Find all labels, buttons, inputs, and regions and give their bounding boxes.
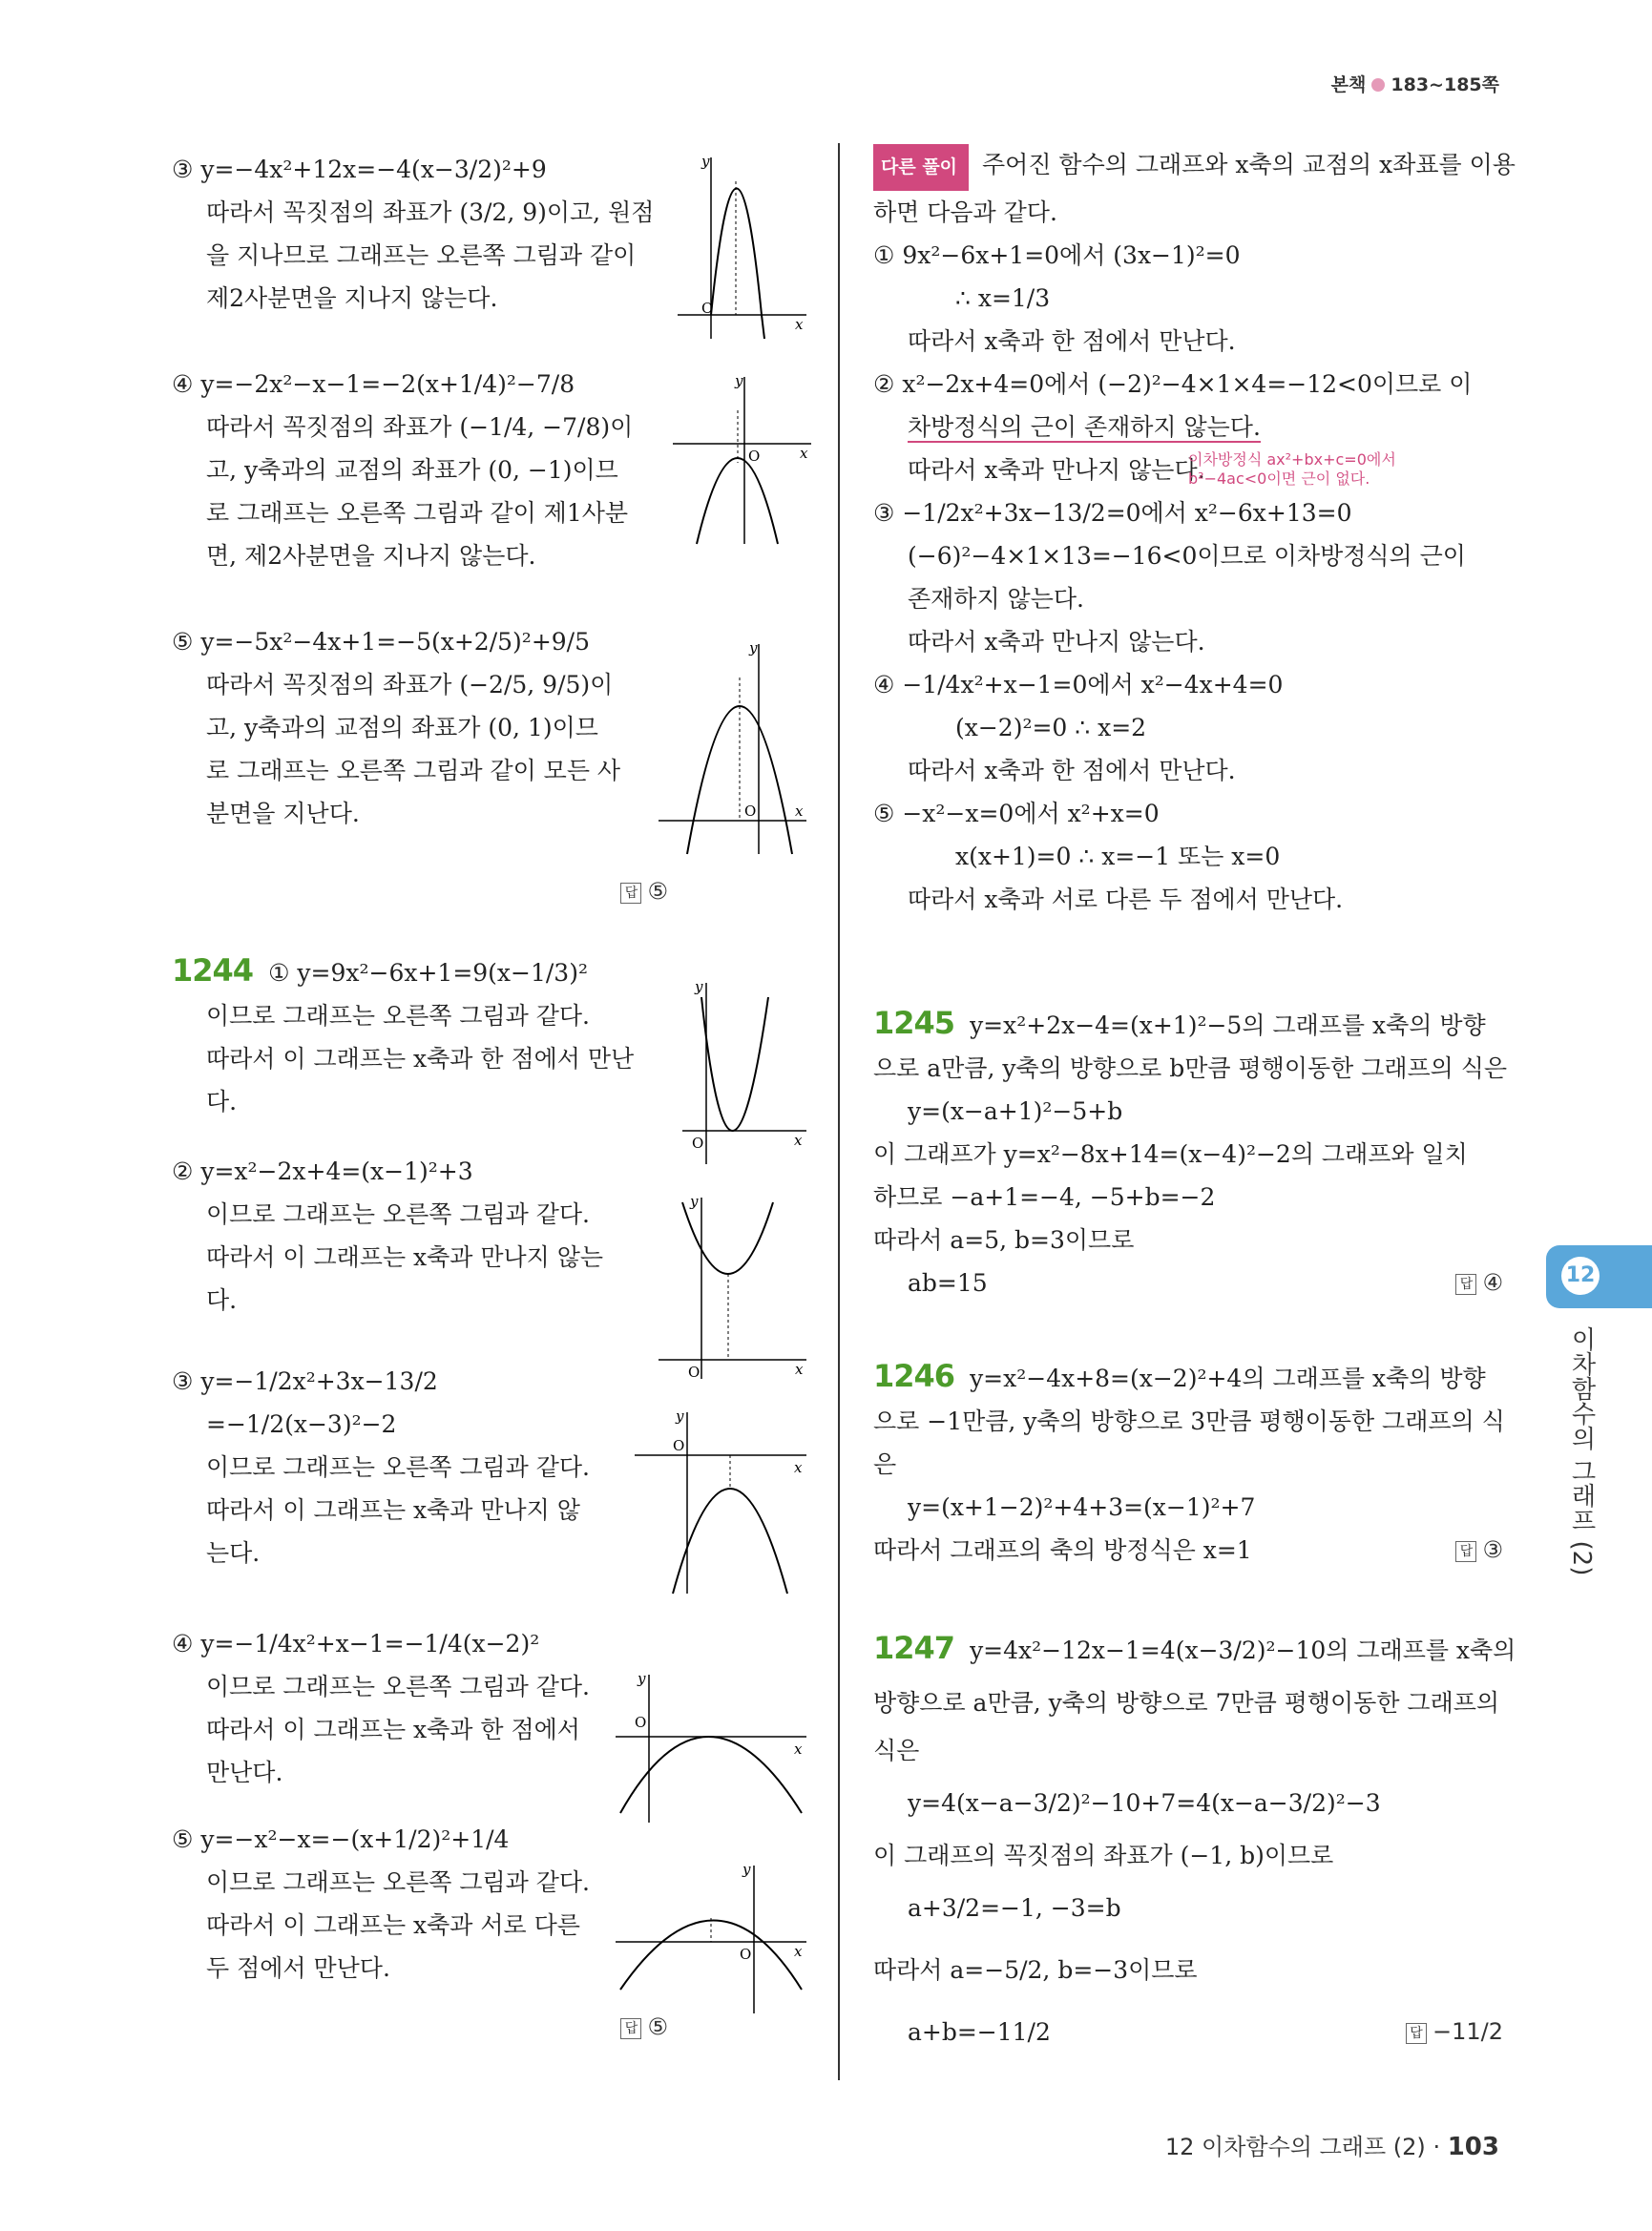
text-line: 따라서 이 그래프는 x축과 한 점에서 만난 (206, 1045, 635, 1073)
text-line: 차방정식의 근이 존재하지 않는다. (908, 413, 1261, 441)
y-axis-label: y (638, 1670, 646, 1687)
text-line: ⑤ y=−x²−x=−(x+1/2)²+1/4 (172, 1825, 510, 1853)
text-line: 분면을 지난다. (206, 800, 360, 827)
x-axis-label: x (795, 803, 804, 820)
answer-1244 (172, 2013, 668, 2040)
y-axis-label: y (742, 1861, 751, 1878)
text-line: ① y=9x²−6x+1=9(x−1/3)² (268, 959, 588, 987)
text-line: 고, y축과의 교점의 좌표가 (0, −1)이므 (206, 456, 618, 484)
origin-label: O (673, 1437, 685, 1454)
text-line: 으로 a만큼, y축의 방향으로 b만큼 평행이동한 그래프의 식은 (873, 1054, 1508, 1082)
text-line: ④ −1/4x²+x−1=0에서 x²−4x+4=0 (873, 671, 1284, 698)
text-line: 따라서 이 그래프는 x축과 만나지 않는 (206, 1243, 604, 1271)
text-line: 고, y축과의 교점의 좌표가 (0, 1)이므 (206, 714, 598, 741)
graph-1244-2 (654, 1193, 811, 1384)
text-line: 따라서 a=−5/2, b=−3이므로 (873, 1956, 1198, 1984)
solution-1244-item4 (172, 1622, 668, 1818)
answer-mark-icon: 답 (1406, 2023, 1427, 2044)
origin-label: O (688, 1364, 701, 1381)
solution-1244 (172, 949, 668, 2040)
text-line: 따라서 이 그래프는 x축과 한 점에서 (206, 1716, 580, 1743)
right-column (873, 143, 1516, 2063)
text-line: 따라서 이 그래프는 x축과 서로 다른 (206, 1911, 580, 1939)
text-line: x(x+1)=0 ∴ x=−1 또는 x=0 (955, 843, 1281, 870)
text-line: 따라서 x축과 한 점에서 만난다. (908, 327, 1236, 355)
text-line: 따라서 꼭짓점의 좌표가 (3/2, 9)이고, 원점 (206, 198, 655, 226)
text-line: ① 9x²−6x+1=0에서 (3x−1)²=0 (873, 241, 1241, 269)
text-line: (x−2)²=0 ∴ x=2 (955, 714, 1147, 741)
text-line: ② y=x²−2x+4=(x−1)²+3 (172, 1157, 473, 1185)
text-line: y=x²+2x−4=(x+1)²−5의 그래프를 x축의 방향 (970, 1011, 1486, 1039)
text-line: a+3/2=−1, −3=b (908, 1894, 1121, 1922)
text-line: ④ y=−1/4x²+x−1=−1/4(x−2)² (172, 1630, 540, 1658)
text-line: 이므로 그래프는 오른쪽 그림과 같다. (206, 1200, 590, 1228)
text-line: 으로 −1만큼, y축의 방향으로 3만큼 평행이동한 그래프의 식 (873, 1407, 1505, 1435)
origin-label: O (692, 1135, 704, 1152)
text-line: 따라서 a=5, b=3이므로 (873, 1226, 1135, 1254)
answer-mark-icon: 답 (1455, 1274, 1476, 1295)
x-axis-label: x (794, 1943, 803, 1960)
y-axis-label: y (690, 1193, 699, 1210)
text-line: 따라서 x축과 한 점에서 만난다. (908, 757, 1236, 784)
answer-value: ⑤ (647, 2013, 668, 2040)
answer-1243 (172, 878, 668, 949)
alt-solution-tag: 다른 풀이 (873, 144, 969, 191)
text-line: 이므로 그래프는 오른쪽 그림과 같다. (206, 1868, 590, 1896)
text-line: 하므로 −a+1=−4, −5+b=−2 (873, 1183, 1216, 1211)
origin-label: O (744, 803, 757, 820)
footer-separator: · (1432, 2134, 1441, 2160)
text-line: ab=15 (908, 1269, 988, 1297)
graph-1244-3 (630, 1407, 811, 1598)
text-line: ④ y=−2x²−x−1=−2(x+1/4)²−7/8 (172, 370, 575, 398)
text-line: 이 그래프가 y=x²−8x+14=(x−4)²−2의 그래프와 일치 (873, 1140, 1468, 1168)
chapter-title-vertical: 이차함수의 그래프 (2) (1567, 1326, 1596, 1576)
header-pages: 183~185쪽 (1391, 74, 1499, 95)
solution-1246 (873, 1355, 1503, 1622)
answer-value: ③ (1482, 1536, 1503, 1563)
y-axis-label: y (749, 639, 758, 657)
answer-mark-icon: 답 (620, 2018, 641, 2039)
answer-mark-icon: 답 (1455, 1541, 1476, 1562)
footer-chapter: 12 이차함수의 그래프 (2) (1164, 2134, 1426, 2160)
origin-label: O (635, 1714, 647, 1731)
alternate-solution (873, 143, 1516, 1002)
x-axis-label: x (794, 1459, 803, 1476)
x-axis-label: x (795, 316, 804, 333)
solution-1243-item3 (172, 148, 668, 363)
chapter-number: 12 (1561, 1257, 1600, 1295)
text-line: 따라서 x축과 만나지 않는다. (908, 628, 1205, 656)
text-line: 로 그래프는 오른쪽 그림과 같이 제1사분 (206, 499, 629, 527)
text-line: 이 그래프의 꼭짓점의 좌표가 (−1, b)이므로 (873, 1842, 1334, 1869)
header-book: 본책 (1330, 74, 1367, 95)
page-number: 103 (1447, 2133, 1499, 2161)
problem-number: 1244 (172, 952, 254, 989)
solution-1243-item4 (172, 363, 668, 620)
text-line: 이므로 그래프는 오른쪽 그림과 같다. (206, 1002, 590, 1030)
text-line: 하면 다음과 같다. (873, 198, 1057, 226)
solution-1244-item2 (172, 1150, 668, 1360)
graph-1244-5 (611, 1861, 811, 2018)
text-line: 면, 제2사분면을 지나지 않는다. (206, 542, 536, 570)
text-line: 주어진 함수의 그래프와 x축의 교점의 x좌표를 이용 (982, 151, 1516, 178)
text-line: (−6)²−4×1×13=−16<0이므로 이차방정식의 근이 (908, 542, 1466, 570)
text-line: ⑤ −x²−x=0에서 x²+x=0 (873, 800, 1160, 827)
margin-note (1188, 450, 1396, 489)
text-line: ③ y=−1/2x²+3x−13/2 (172, 1367, 438, 1395)
graph-1243-3 (673, 153, 811, 344)
solution-1244-item1 (172, 949, 668, 1150)
text-line: 이므로 그래프는 오른쪽 그림과 같다. (206, 1673, 590, 1700)
text-line: 따라서 x축과 서로 다른 두 점에서 만난다. (908, 886, 1344, 913)
text-line: ③ −1/2x²+3x−13/2=0에서 x²−6x+13=0 (873, 499, 1352, 527)
problem-number: 1245 (873, 1005, 955, 1041)
x-axis-label: x (794, 1132, 803, 1149)
y-axis-label: y (676, 1407, 684, 1425)
answer-value: ⑤ (647, 878, 668, 905)
page-dot-icon (1371, 78, 1385, 92)
text-line: 을 지나므로 그래프는 오른쪽 그림과 같이 (206, 241, 637, 269)
text-line: 따라서 이 그래프는 x축과 만나지 않 (206, 1496, 580, 1524)
y-axis-label: y (695, 978, 703, 995)
solution-1245 (873, 1002, 1508, 1355)
answer-value: −11/2 (1432, 2018, 1503, 2045)
text-line: y=(x+1−2)²+4+3=(x−1)²+7 (908, 1493, 1256, 1521)
x-axis-label: x (795, 1361, 804, 1378)
origin-label: O (748, 448, 761, 465)
text-line: y=4(x−a−3/2)²−10+7=4(x−a−3/2)²−3 (908, 1789, 1381, 1817)
page-footer (1165, 2128, 1499, 2161)
text-line: 만난다. (206, 1759, 283, 1786)
text-line: 로 그래프는 오른쪽 그림과 같이 모든 사 (206, 757, 621, 784)
x-axis-label: x (800, 445, 808, 462)
text-line: 제2사분면을 지나지 않는다. (206, 284, 498, 312)
graph-1243-5 (654, 639, 811, 859)
origin-label: O (740, 1946, 752, 1963)
text-line: 따라서 꼭짓점의 좌표가 (−1/4, −7/8)이 (206, 413, 634, 441)
answer-value: ④ (1482, 1269, 1503, 1296)
note-line: b²−4ac<0이면 근이 없다. (1188, 469, 1370, 488)
solution-1244-item3 (172, 1360, 668, 1622)
origin-label: O (701, 300, 714, 317)
note-line: 이차방정식 ax²+bx+c=0에서 (1188, 450, 1396, 469)
y-axis-label: y (735, 372, 743, 389)
text-line: 다. (206, 1088, 238, 1116)
text-line: 식은 (873, 1737, 920, 1764)
solution-1247 (873, 1622, 1516, 2063)
text-line: 는다. (206, 1539, 261, 1567)
problem-number: 1246 (873, 1358, 955, 1394)
text-line: a+b=−11/2 (908, 2018, 1051, 2046)
text-line: 따라서 x축과 만나지 않는다. (908, 456, 1205, 484)
text-line: 방향으로 a만큼, y축의 방향으로 7만큼 평행이동한 그래프의 (873, 1689, 1500, 1717)
column-divider (838, 143, 840, 2080)
left-column (172, 148, 668, 2040)
text-line: ③ y=−4x²+12x=−4(x−3/2)²+9 (172, 156, 547, 183)
text-line: ② x²−2x+4=0에서 (−2)²−4×1×4=−12<0이므로 이 (873, 370, 1473, 398)
answer-mark-icon: 답 (620, 883, 641, 904)
text-line: 다. (206, 1286, 238, 1314)
text-line: y=(x−a+1)²−5+b (908, 1097, 1123, 1125)
graph-1244-4 (611, 1670, 811, 1827)
text-line: 따라서 꼭짓점의 좌표가 (−2/5, 9/5)이 (206, 671, 614, 698)
graph-1243-4 (668, 372, 816, 549)
text-line: 이므로 그래프는 오른쪽 그림과 같다. (206, 1453, 590, 1481)
text-line: y=4x²−12x−1=4(x−3/2)²−10의 그래프를 x축의 (970, 1637, 1516, 1664)
text-line: 은 (873, 1450, 897, 1478)
text-line: =−1/2(x−3)²−2 (206, 1410, 397, 1438)
solution-1244-item5 (172, 1818, 668, 2013)
text-line: 존재하지 않는다. (908, 585, 1084, 613)
x-axis-label: x (794, 1741, 803, 1758)
text-line: 두 점에서 만난다. (206, 1954, 390, 1982)
page-header (1331, 71, 1499, 96)
problem-number: 1247 (873, 1630, 955, 1666)
solution-1243-item5 (172, 620, 668, 878)
chapter-tab[interactable] (1546, 1245, 1652, 1308)
graph-1244-1 (678, 978, 811, 1169)
text-line: ⑤ y=−5x²−4x+1=−5(x+2/5)²+9/5 (172, 628, 591, 656)
text-line: y=x²−4x+8=(x−2)²+4의 그래프를 x축의 방향 (970, 1365, 1486, 1392)
text-line: ∴ x=1/3 (955, 284, 1051, 312)
text-line: 따라서 그래프의 축의 방정식은 x=1 (873, 1536, 1252, 1564)
y-axis-label: y (701, 153, 710, 170)
